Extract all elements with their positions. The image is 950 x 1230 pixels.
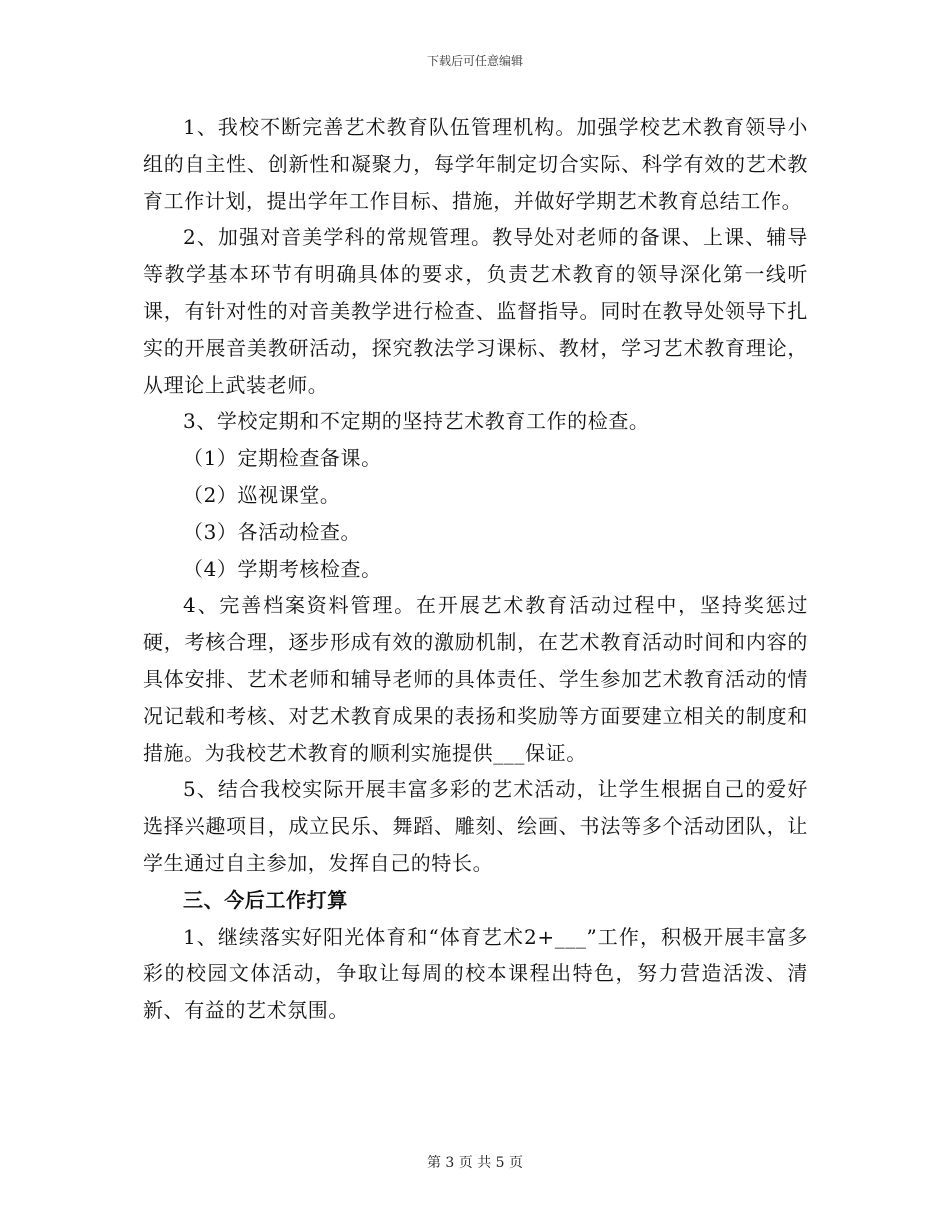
list-item-check-4: （4）学期考核检查。 [183,556,382,581]
paragraph-team-management: 1、我校不断完善艺术教育队伍管理机构。加强学校艺术教育领导小组的自主性、创新性和凝聚力，每学年制定切合实际、科学有效的艺术教育工作计划，提出学年工作目标、措施，并做好学期艺术教育总结工作。 [143,115,808,213]
paragraph-routine-management: 2、加强对音美学科的常规管理。教导处对老师的备课、上课、辅导等教学基本环节有明确具体的要求，负责艺术教育的领导深化第一线听课，有针对性的对音美教学进行检查、监督指导。同时在教导处领导下扎实的开展音美教研活动，探究教法学习课标、教材，学习艺术教育理论，从理论上武装老师。 [143,225,808,397]
list-item-check-1: （1）定期检查备课。 [183,446,382,471]
document-body [143,109,808,1029]
list-item-check-3: （3）各活动检查。 [183,519,362,544]
section-heading-future-plans: 三、今后工作打算 [183,887,348,912]
paragraph-inspection: 3、学校定期和不定期的坚持艺术教育工作的检查。 [183,409,650,434]
paragraph-future-plan-1: 1、继续落实好阳光体育和“体育艺术2+___”工作，积极开展丰富多彩的校园文体活动，争取让每周的校本课程出特色，努力营造活泼、清新、有益的艺术氛围。 [143,924,808,1023]
paragraph-archive-management: 4、完善档案资料管理。在开展艺术教育活动过程中，坚持奖惩过硬，考核合理，逐步形成有效的激励机制，在艺术教育活动时间和内容的具体安排、艺术老师和辅导老师的具体责任、学生参加艺术教育活动的情况记载和考核、对艺术教育成果的表扬和奖励等方面要建立相关的制度和措施。为我校艺术教育的顺利实施提供___保证。 [143,593,808,765]
page-number-footer: 第 3 页 共 5 页 [426,1155,524,1171]
paragraph-art-activities: 5、结合我校实际开展丰富多彩的艺术活动，让学生根据自己的爱好选择兴趣项目，成立民乐、舞蹈、雕刻、绘画、书法等多个活动团队，让学生通过自主参加，发挥自己的特长。 [143,777,808,875]
page-header-note: 下载后可任意编辑 [426,54,523,68]
list-item-check-2: （2）巡视课堂。 [183,482,341,507]
